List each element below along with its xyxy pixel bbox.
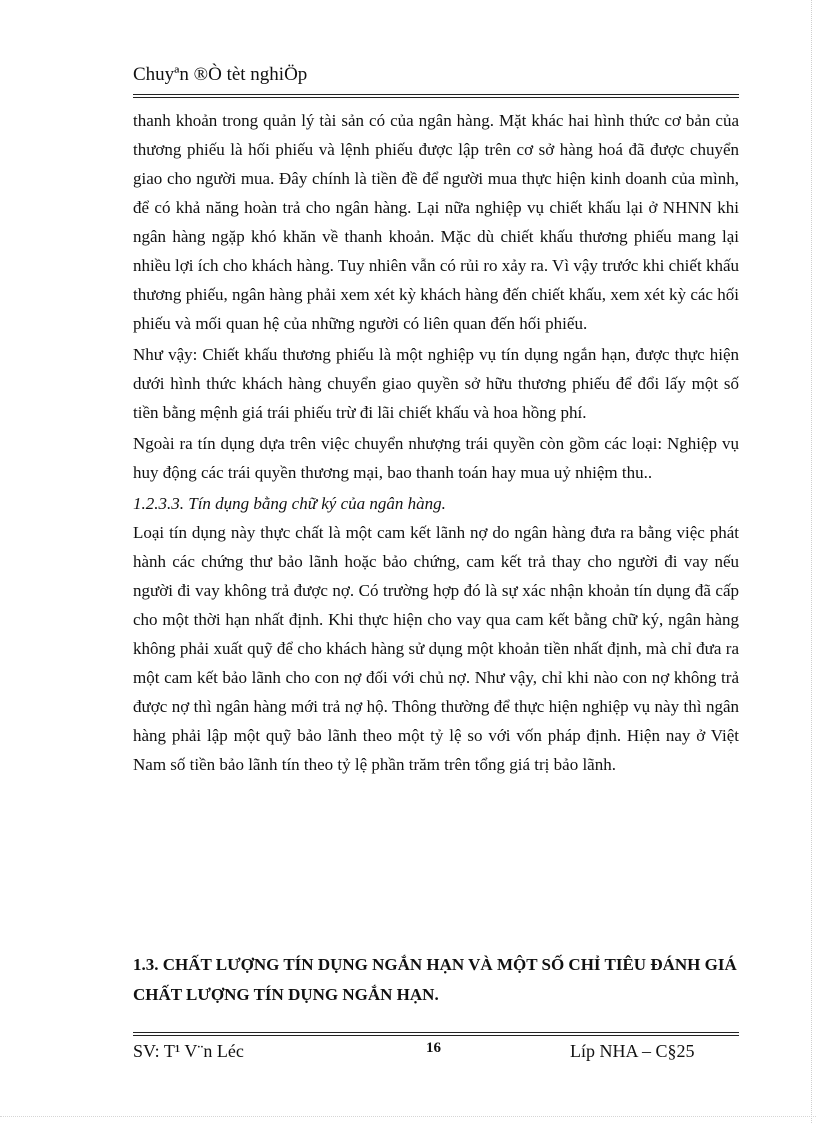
paragraph-3: Ngoài ra tín dụng dựa trên việc chuyển nhượng trái quyền còn gồm các loại: Nghiệp vụ huy động các trái quyền thương mại, bao thanh toán hay mua uỷ nhiệm thu.. [133,434,739,482]
header-title: Chuyªn ®Ò tèt nghiÖp [133,64,308,85]
page-bottom-edge [0,1116,816,1117]
paragraph-2: Như vậy: Chiết khấu thương phiếu là một nghiệp vụ tín dụng ngắn hạn, được thực hiện dưới hình thức khách hàng chuyển giao quyền sở hữu thương phiếu để đổi lấy một số tiền bằng mệnh giá trái phiếu trừ đi lãi chiết khấu và hoa hồng phí. [133,345,739,422]
header-rule-thick [133,94,739,95]
footer-author: SV: T¹ V¨n Léc [133,1041,244,1061]
header-rule-thin [133,97,739,98]
paragraph-4: Loại tín dụng này thực chất là một cam kết lãnh nợ do ngân hàng đưa ra bằng việc phát hành các chứng thư bảo lãnh hoặc bảo chứng, cam kết trả thay cho người đi vay nếu người đi vay không trả được nợ. Có trường hợp đó là sự xác nhận khoản tín dụng đã cấp cho một thời hạn nhất định. Khi thực hiện cho vay qua cam kết bằng chữ ký, ngân hàng không phải xuất quỹ để cho khách hàng sử dụng một khoản tiền nhất định, mà chỉ đưa ra một cam kết bảo lãnh cho con nợ đối với chủ nợ. Như vậy, chỉ khi nào con nợ không trả được nợ thì ngân hàng mới trả nợ hộ. Thông thường để thực hiện nghiệp vụ này thì ngân hàng phải lập một quỹ bảo lãnh theo một tỷ lệ so với vốn pháp định. Hiện nay ở Việt Nam số tiền bảo lãnh tín theo tỷ lệ phần trăm trên tổng giá trị bảo lãnh. [133,523,739,774]
page-edge [811,0,816,1123]
page-number: 16 [426,1040,441,1056]
body-text [133,106,739,779]
footer-rule-thick [133,1035,739,1036]
section-heading: 1.3. CHẤT LƯỢNG TÍN DỤNG NGẮN HẠN VÀ MỘT SỐ CHỈ TIÊU ĐÁNH GIÁ CHẤT LƯỢNG TÍN DỤNG NGẮN HẠN. [133,955,737,1004]
footer-rule-thin [133,1032,739,1033]
paragraph-1: thanh khoản trong quản lý tài sản có của ngân hàng. Mặt khác hai hình thức cơ bản của thương phiếu là hối phiếu và lệnh phiếu được lập trên cơ sở hàng hoá đã được chuyển giao cho người mua. Đây chính là tiền đề để người mua thực hiện kinh doanh của mình, để có khả năng hoàn trả cho ngân hàng. Lại nữa nghiệp vụ chiết khấu lại ở NHNN khi ngân hàng ngặp khó khăn về thanh khoản. Mặc dù chiết khấu thương phiếu mang lại nhiều lợi ích cho khách hàng. Tuy nhiên vẫn có rủi ro xảy ra. Vì vậy trước khi chiết khấu thương phiếu, ngân hàng phải xem xét kỳ khách hàng đến chiết khấu, xem xét kỳ các hối phiếu và mối quan hệ của những người có liên quan đến hối phiếu. [133,111,739,333]
footer-class: Líp NHA – C§25 [570,1041,695,1061]
subheading: 1.2.3.3. Tín dụng bằng chữ ký của ngân hàng. [133,494,446,513]
